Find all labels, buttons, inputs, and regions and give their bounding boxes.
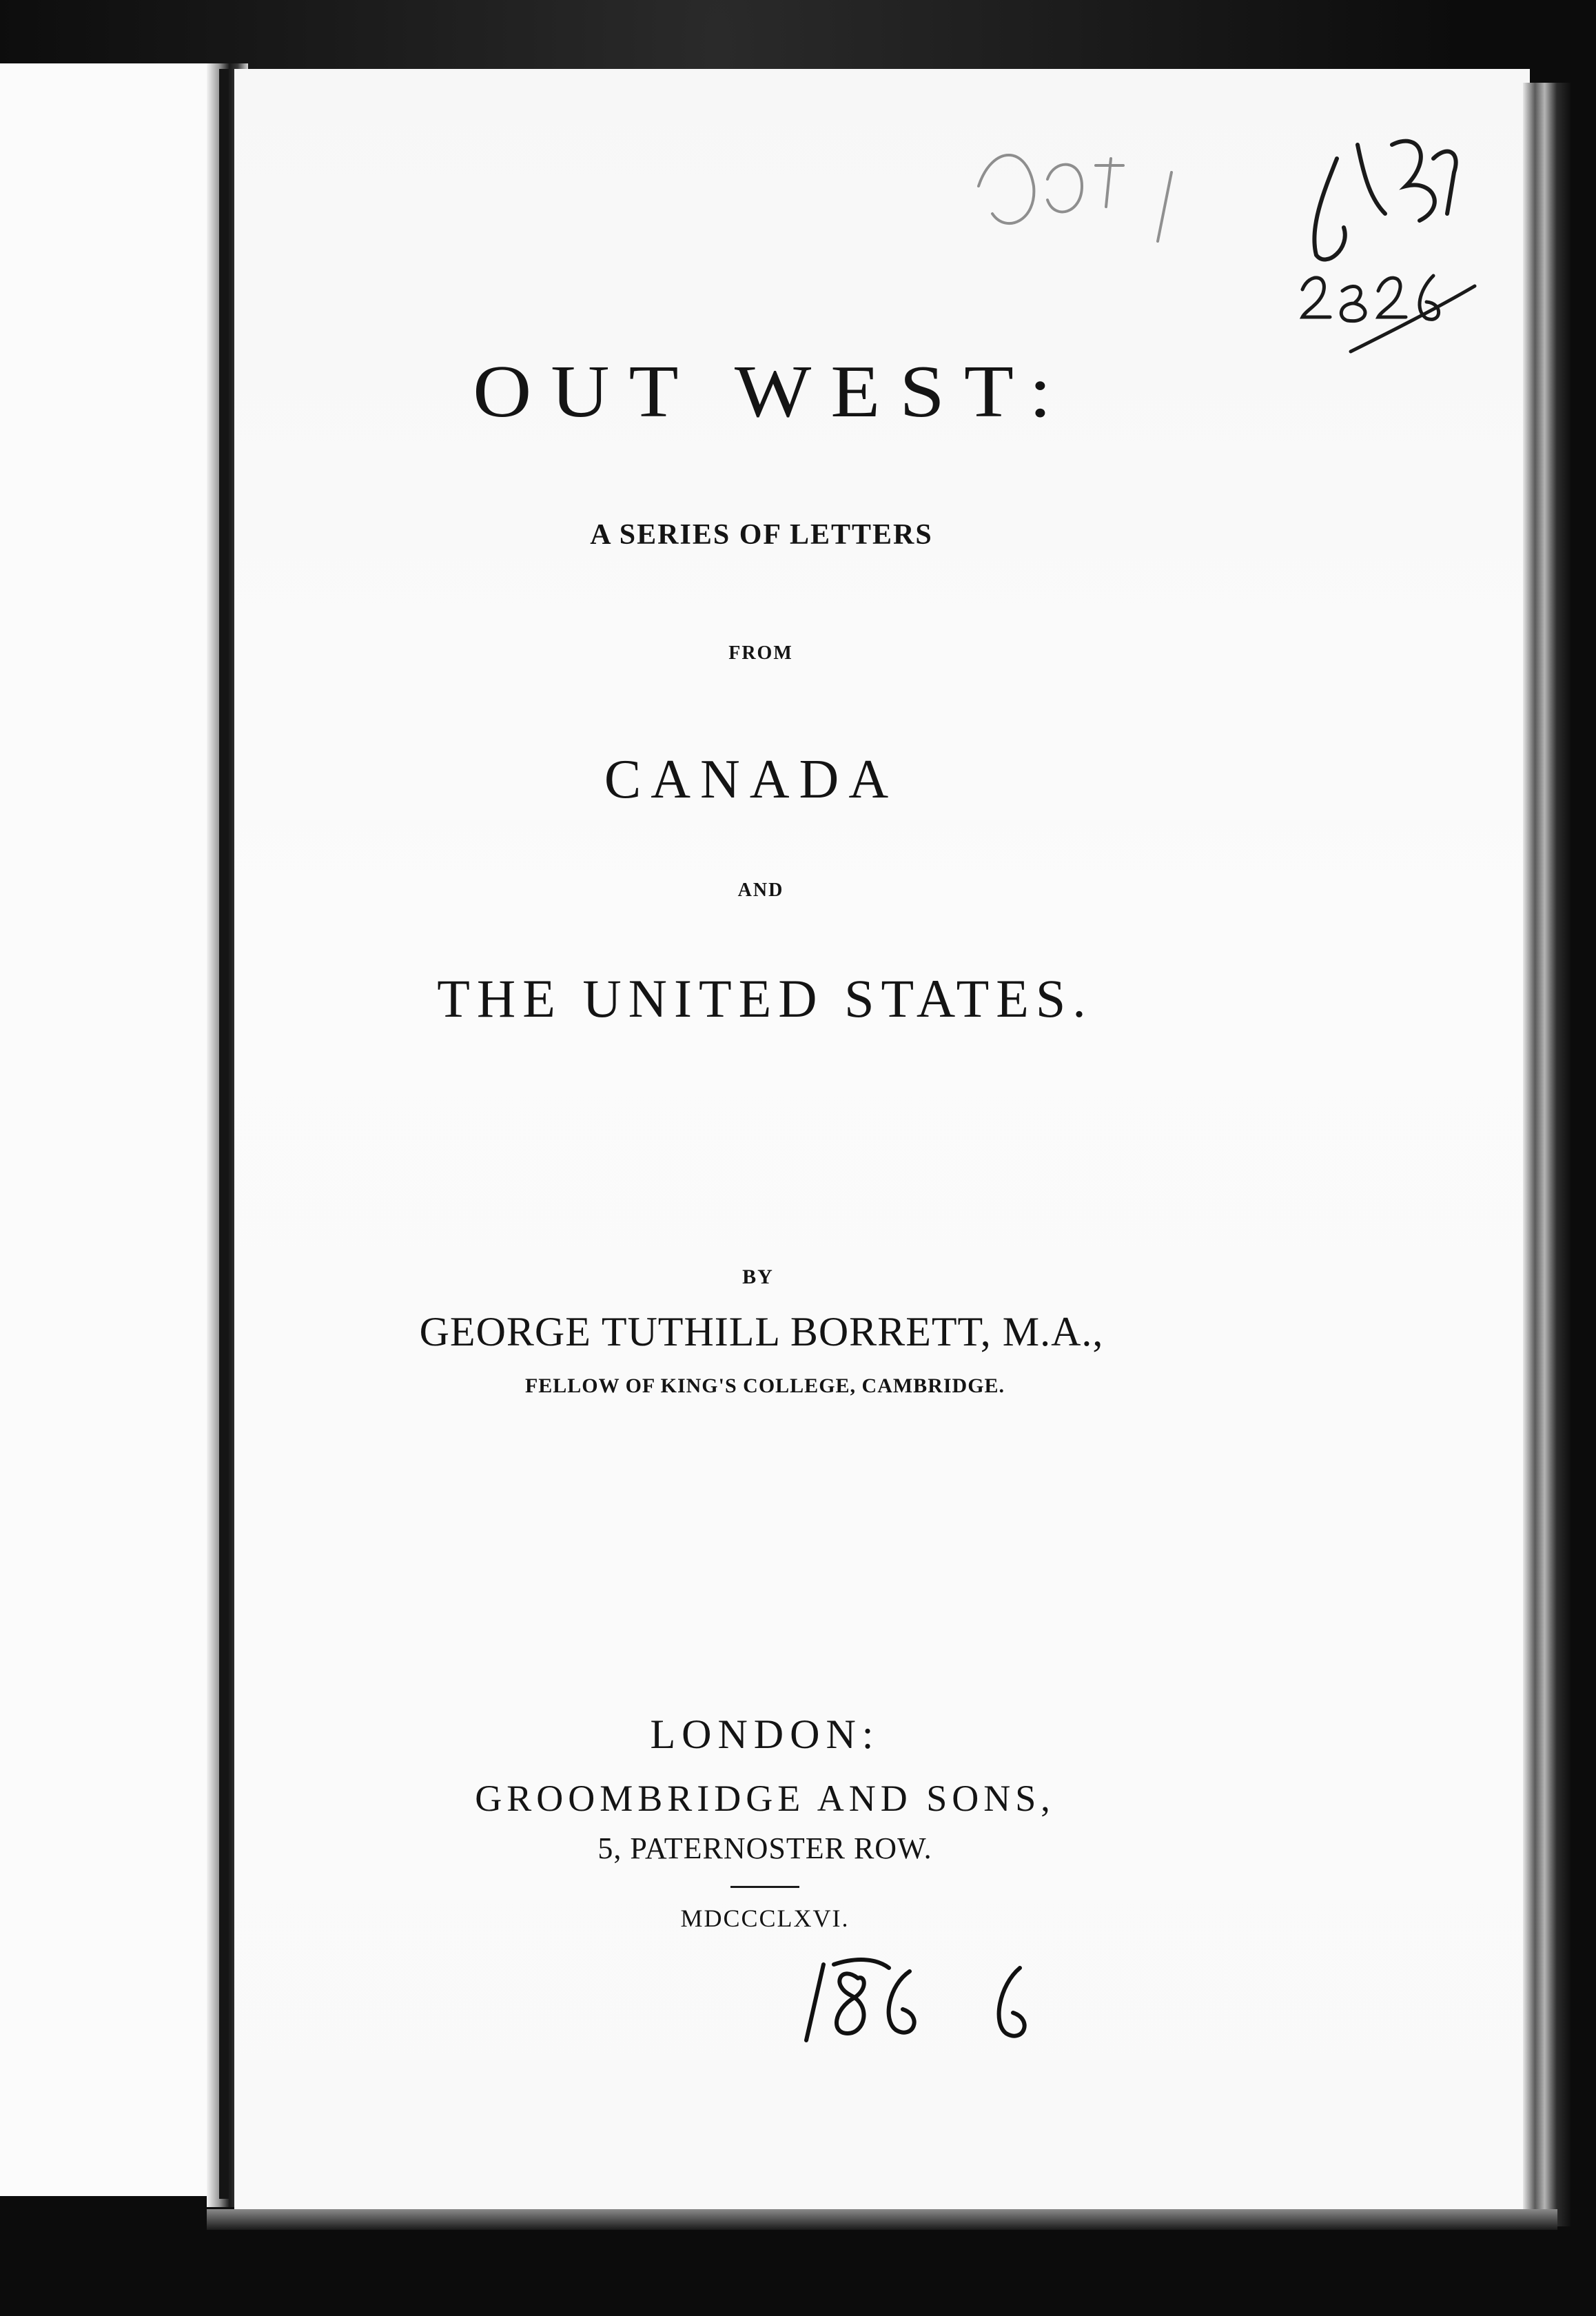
book-title: OUT WEST: [473, 349, 1071, 433]
handwritten-shelf-mark [951, 103, 1516, 420]
handwritten-year [792, 1937, 1054, 2068]
gutter-shadow [219, 69, 229, 2199]
publisher-name: GROOMBRIDGE AND SONS, [475, 1778, 1055, 1819]
publisher-address: 5, PATERNOSTER ROW. [597, 1831, 932, 1865]
book-subtitle: A SERIES OF LETTERS [590, 519, 933, 551]
country-united-states: THE UNITED STATES. [437, 968, 1093, 1028]
and-label: AND [737, 880, 784, 901]
page-edge [1523, 83, 1571, 2226]
facing-page [0, 63, 219, 2196]
svg-text:2826: 2826 [1364, 309, 1369, 311]
by-label: BY [742, 1266, 774, 1288]
country-canada: CANADA [604, 749, 899, 810]
author-name: GEORGE TUTHILL BORRETT, M.A., [419, 1309, 1104, 1354]
publisher-rule [730, 1886, 799, 1888]
from-label: FROM [728, 642, 793, 664]
author-affiliation: FELLOW OF KING'S COLLEGE, CAMBRIDGE. [524, 1374, 1005, 1397]
publisher-city: LONDON: [650, 1711, 880, 1757]
bottom-shadow [207, 2209, 1557, 2230]
publication-year: MDCCCLXVI. [680, 1904, 850, 1932]
